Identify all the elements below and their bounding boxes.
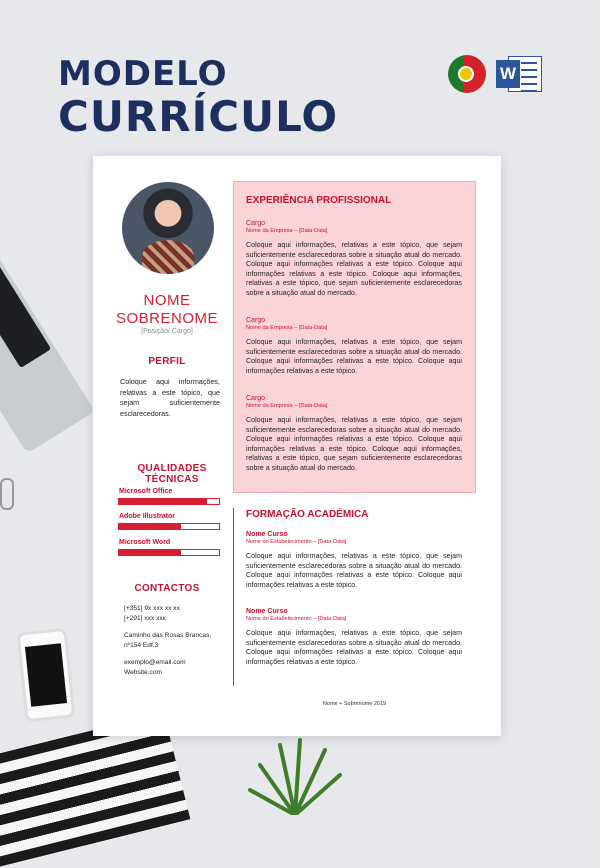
contact-phone-2: [+291] xxx xxx <box>124 615 166 622</box>
skill-bar <box>118 549 220 556</box>
profile-heading: PERFIL <box>148 356 186 367</box>
plant-image <box>240 735 350 815</box>
course-entry <box>246 531 462 590</box>
first-name: NOME <box>143 292 191 309</box>
skill-bar-fill <box>119 524 181 529</box>
job-title: Cargo <box>246 317 266 324</box>
profile-photo <box>122 182 214 274</box>
skill-bar-fill <box>119 499 207 504</box>
keyboard <box>0 230 51 368</box>
skill-label: Adobe Illustrator <box>119 513 176 520</box>
job-description: Coloque aqui informações, relativas a este tópico, que sejam suficientemente esclarecedoras sobre a situação atual do mercado. Coloque aqui informações relativas a este tópico. Coloque aqui informações relativas a este tópico. <box>246 338 462 375</box>
education-divider <box>233 508 234 686</box>
footer-text: Nome + Sobrenome 2019 <box>322 701 387 707</box>
portugal-flag-icon <box>448 55 486 93</box>
laptop-image <box>0 216 95 453</box>
heading-line-2: CURRÍCULO <box>58 92 339 141</box>
course-description: Coloque aqui informações, relativas a este tópico, que sejam suficientemente esclarecedoras sobre a situação atual do mercado. Coloque aqui informações relativas a este tópico. Coloque aqui informações relativas a este tópico. <box>246 629 462 666</box>
course-school: Nome do Estabelecimento – [Data-Data] <box>246 539 347 545</box>
job-company: Nome da Empresa – [Data-Data] <box>246 325 328 331</box>
phone-screen <box>25 643 67 706</box>
skills-heading: QUALIDADES TÉCNICAS <box>137 463 207 485</box>
microsoft-word-icon <box>496 54 542 94</box>
skill-bar-fill <box>119 550 181 555</box>
profile-text: Coloque aqui informações, relativas a este tópico, que sejam suficientemente esclarecedoras. <box>120 377 220 418</box>
course-title: Nome Curso <box>246 531 288 538</box>
course-description: Coloque aqui informações, relativas a este tópico, que sejam suficientemente esclarecedoras sobre a situação atual do mercado. Coloque aqui informações relativas a este tópico. Coloque aqui informações relativas a este tópico. <box>246 552 462 589</box>
skill-bar <box>118 498 220 505</box>
smartphone-image <box>16 628 75 723</box>
job-entry <box>246 395 462 474</box>
contact-website[interactable]: Website.com <box>124 669 162 676</box>
contact-phone-1: [+351] 9x xxx xx xx <box>124 605 180 612</box>
job-entry <box>246 317 462 376</box>
last-name: SOBRENOME <box>115 310 218 327</box>
job-description: Coloque aqui informações, relativas a este tópico, que sejam suficientemente esclarecedoras sobre a situação atual do mercado. Coloque aqui informações relativas a este tópico. Coloque aqui informações relativas a este tópico. Coloque aqui informações, relativas a este tópico, que sejam suficientemente esclarecedoras sobre a situação atual do mercado. <box>246 241 462 297</box>
job-description: Coloque aqui informações, relativas a este tópico, que sejam suficientemente esclarecedoras sobre a situação atual do mercado. Coloque aqui informações relativas a este tópico. Coloque aqui informações relativas a este tópico. Coloque aqui informações, relativas a este tópico, que sejam suficientemente esclarecedoras sobre a situação atual do mercado. <box>246 416 462 472</box>
experience-heading: EXPERIÊNCIA PROFISSIONAL <box>246 195 392 206</box>
job-title: Cargo <box>246 220 266 227</box>
contact-email[interactable]: exemplo@email.com <box>124 659 186 666</box>
word-letter: W <box>496 60 520 88</box>
contact-address-1: Caminho das Rosas Brancas, <box>124 632 212 639</box>
course-entry <box>246 608 462 667</box>
skill-label: Microsoft Word <box>119 539 171 546</box>
skill-bar <box>118 523 220 530</box>
education-heading: FORMAÇÃO ACADÉMICA <box>246 509 369 520</box>
contacts-heading: CONTACTOS <box>134 583 200 594</box>
heading-line-1: MODELO <box>58 54 228 94</box>
job-title: Cargo <box>246 395 266 402</box>
job-entry <box>246 220 462 299</box>
course-school: Nome do Estabelecimento – [Data-Data] <box>246 616 347 622</box>
job-company: Nome da Empresa – [Data-Data] <box>246 403 328 409</box>
skill-label: Microsoft Office <box>119 488 173 495</box>
job-company: Nome da Empresa – [Data-Data] <box>246 228 328 234</box>
contact-address-2: nº154 Edf.3 <box>124 642 159 649</box>
paperclip-image <box>0 478 14 510</box>
position-title: [Posição/ Cargo] <box>141 328 193 335</box>
course-title: Nome Curso <box>246 608 288 615</box>
